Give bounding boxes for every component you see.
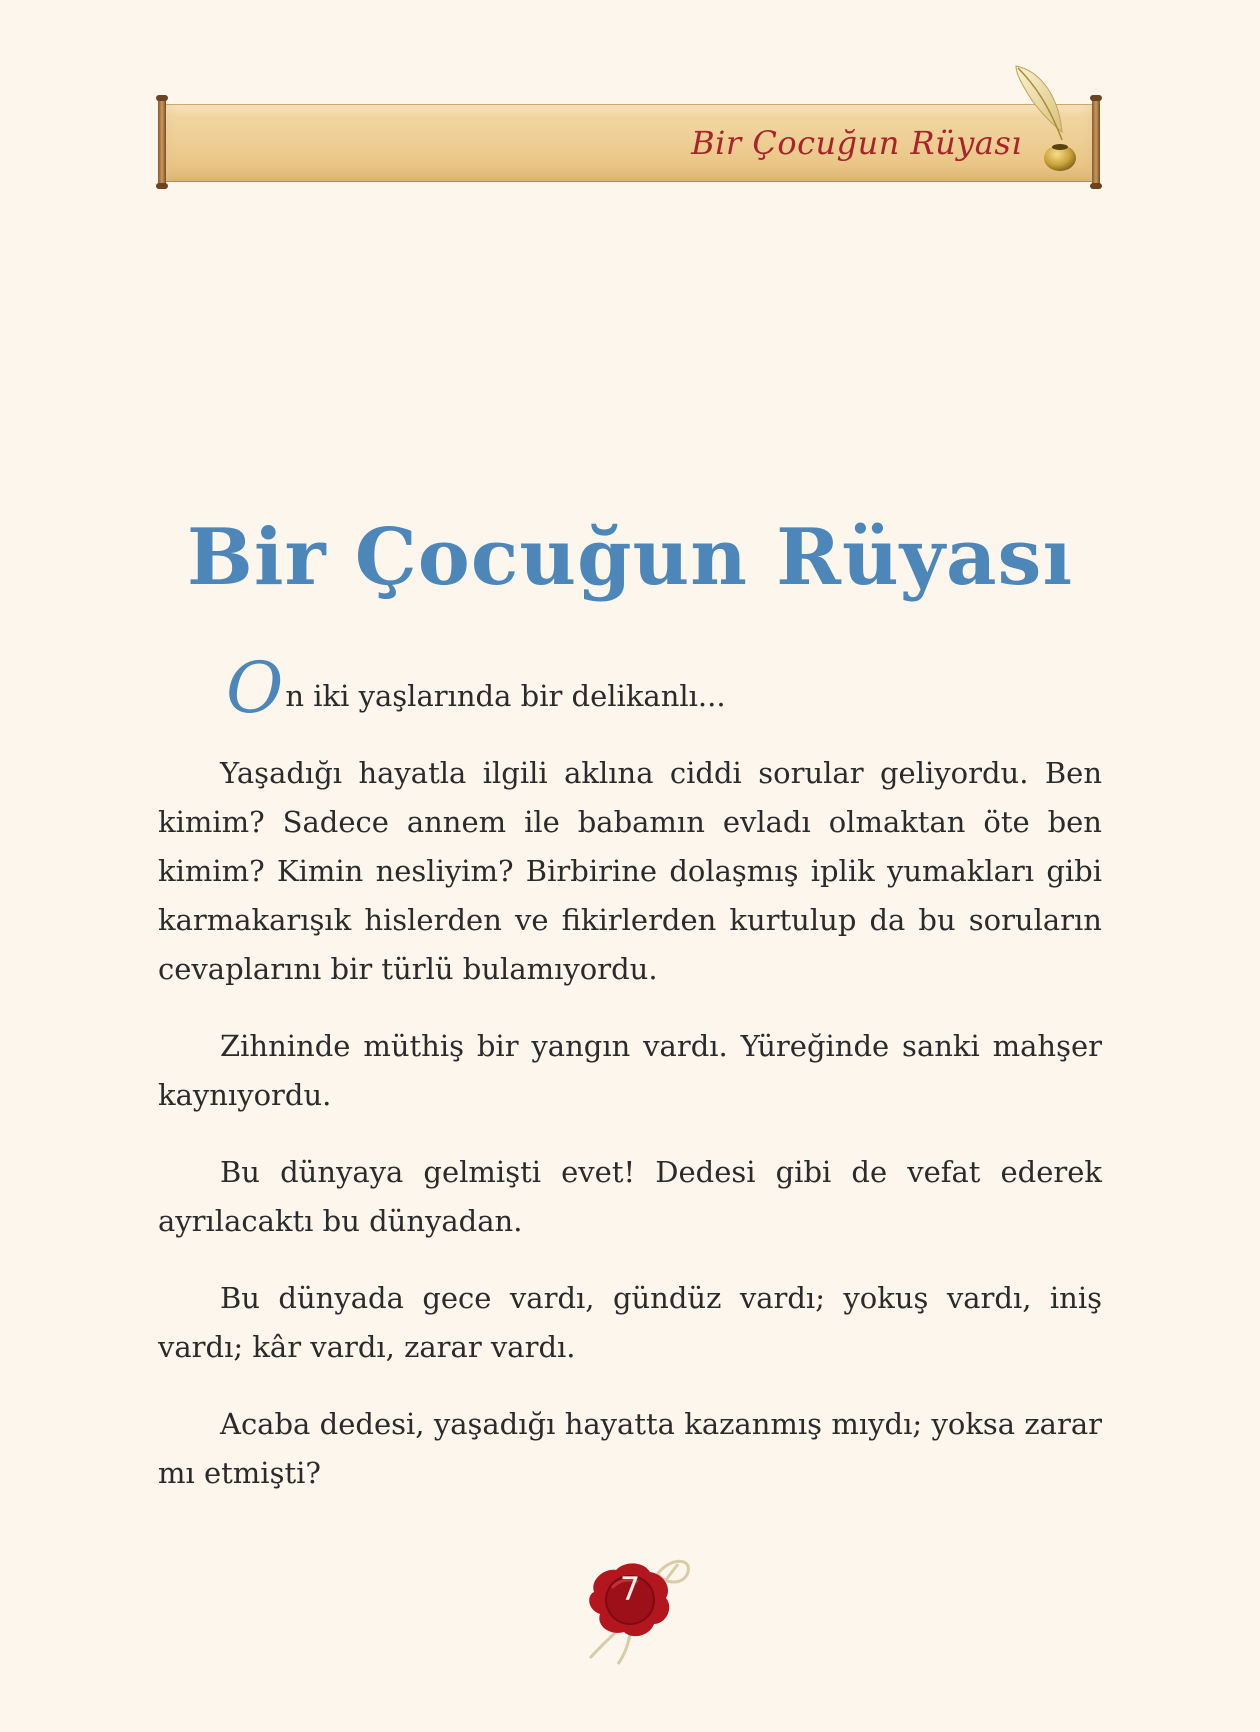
page-number: 7 — [619, 1570, 641, 1608]
chapter-title: Bir Çocuğun Rüyası — [186, 512, 1074, 603]
scroll-roller-right — [1092, 98, 1100, 186]
opening-line — [226, 647, 1102, 729]
paragraph: Bu dünyaya gelmişti evet! Dedesi gibi de vefat ederek ayrılacaktı bu dünyadan. — [158, 1155, 1102, 1238]
body-text — [158, 647, 1102, 1526]
running-header-title: Bir Çocuğun Rüyası — [691, 124, 1022, 162]
paragraph: Bu dünyada gece vardı, gündüz vardı; yokuş vardı, iniş vardı; kâr vardı, zarar vardı. — [158, 1281, 1102, 1364]
paragraph: Acaba dedesi, yaşadığı hayatta kazanmış mıydı; yoksa zarar mı etmişti? — [158, 1407, 1102, 1490]
drop-cap: O — [226, 647, 284, 729]
scroll-roller-left — [158, 98, 166, 186]
opening-line-text: n iki yaşlarında bir delikanlı... — [285, 679, 726, 713]
paragraph: Zihninde müthiş bir yangın vardı. Yüreğinde sanki mahşer kaynıyordu. — [158, 1029, 1102, 1112]
quill-inkwell-icon — [1006, 60, 1086, 180]
header-scroll-banner — [156, 98, 1102, 186]
paragraph: Yaşadığı hayatla ilgili aklına ciddi sorular geliyordu. Ben kimim? Sadece annem ile babamın evladı olmaktan öte ben kimim? Kimin nesliyim? Birbirine dolaşmış iplik yumakları gibi karmakarışık hislerden ve fikirlerden kurtulup da bu soruların cevaplarını bir türlü bulamıyordu. — [158, 756, 1102, 986]
